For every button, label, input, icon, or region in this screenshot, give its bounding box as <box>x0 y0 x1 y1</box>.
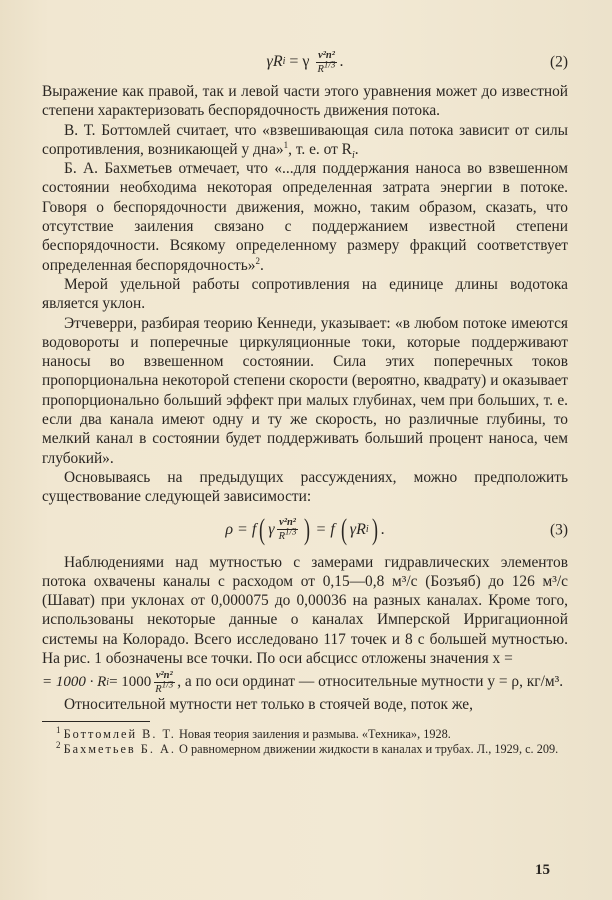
x-formula-numerator: v²n² <box>155 670 173 682</box>
formula-3-tail: . <box>380 520 385 538</box>
formula-3-fraction <box>277 517 299 542</box>
footnote-divider <box>42 721 150 722</box>
formula-2-expression: γR i = γ $\frac{\text{v²n²}}{R^{1/3}}$ . <box>266 49 344 75</box>
footnotes <box>42 724 568 758</box>
footnote-2-mark: 2 <box>56 740 61 751</box>
formula-3-number: (3) <box>550 520 568 538</box>
paragraph-2-sub: i <box>351 149 355 161</box>
formula-3-mid: = f <box>315 520 335 538</box>
footnote-ref-1: 1 <box>283 139 289 150</box>
paragraph-2-text: В. Т. Боттомлей считает, что «взвешивающая сила потока зависит от силы сопротивления, возникающей у дна» <box>42 121 568 158</box>
x-formula-rest: , а по оси ординат — относительные мутности y = ρ, кг/м³. <box>177 673 564 691</box>
formula-3-close-paren-2: ) <box>371 512 378 546</box>
paragraph-3-text: Б. А. Бахметьев отмечает, что «...для поддержания наноса во взвешенном состоянии необходима некоторая определенная затрата энергии в потоке. Говоря о беспорядочности движения, можно, таким образом, сказать, что отсутствие заиления связано с поддержанием известной степени беспорядочности. Всякому определенному размеру фракций соответствует определенная беспорядочность» <box>42 160 568 274</box>
formula-3-numerator: v²n² <box>279 517 296 529</box>
formula-3-arg: γR <box>349 520 366 538</box>
footnote-2 <box>42 742 568 758</box>
paragraph-9: Относительной мутности нет только в стоячей воде, поток же, <box>64 696 473 714</box>
formula-2-lhs: γR <box>266 53 283 71</box>
x-formula-denominator: $R^{1/3}$ <box>155 679 174 696</box>
formula-3-close-paren: ) <box>303 512 310 546</box>
formula-2-denominator: $R^{1/3}$ <box>317 59 336 75</box>
footnote-1 <box>42 724 568 743</box>
paragraph-3 <box>42 159 568 275</box>
formula-2-eq: = γ <box>289 53 310 71</box>
formula-2 <box>42 42 568 82</box>
paragraph-2 <box>42 121 568 160</box>
formula-3-denominator: $R^{1/3}$ <box>278 526 297 543</box>
x-formula-expression: = 1000 · R i = 1000 $\frac{\text{v²n²}}{R^{1/3}}$ <box>42 670 174 696</box>
footnote-2-author: Бахметьев Б. А. <box>63 742 176 757</box>
formula-3-open-paren: ( <box>259 512 266 546</box>
paragraph-7: Наблюдениями над мутностью с замерами гидравлических элементов потока охвачены каналы с расходом от 0,15—0,8 м³/с (Бозъяб) до 126 м³/с (Шават) при уклонах от 0,000075 до 0,00036 на разных каналах. Кроме того, использованы некоторые данные о каналах Имперской Ирригационной системы на Колорадо. Всего исследовано 117 точек и 8 с большей мутностью. На рис. 1 обозначены все точки. По оси абсцисс отложены значения x = <box>42 553 568 668</box>
page-content <box>42 42 568 758</box>
footnote-2-text: О равномерном движении жидкости в каналах и трубах. Л., 1929, с. 209. <box>175 742 559 757</box>
paragraph-2-end: . <box>354 140 359 158</box>
paragraph-8-formula-line <box>42 670 568 695</box>
footnote-1-mark: 1 <box>56 724 61 735</box>
formula-2-number: (2) <box>550 53 568 71</box>
formula-2-numerator: v²n² <box>318 49 335 61</box>
formula-3-lhs: ρ = f <box>225 520 257 538</box>
x-formula-eq: = 1000 <box>109 674 152 691</box>
x-formula-start: = 1000 · R <box>42 674 107 691</box>
formula-2-tail: . <box>339 53 344 71</box>
formula-3-open-paren-2: ( <box>340 512 347 546</box>
paragraph-5: Этчеверри, разбирая теорию Кеннеди, указывает: «в любом потоке имеются водовороты и поперечные циркуляционные токи, которые поддерживают наносы во взвешенном состоянии. Сила этих поперечных токов пропорциональна некоторой степени скорости (вероятно, квадрату) и оказывает пропорционально больший эффект при малых глубинах, чем при больших, т. е. если два канала имеют одну и ту же скорость, но различные глубины, то мелкий канал в состоянии будет поддерживать больший процент наноса, чем глубокий». <box>42 314 568 467</box>
formula-3-expression: ρ = f ( γ $\frac{\text{v²n²}}{R^{1/3}}$ ) = f ( γR i ) . <box>225 512 385 546</box>
page-number: 15 <box>535 862 550 878</box>
paragraph-2-tail: , т. е. от R <box>288 140 352 158</box>
footnote-1-text: Новая теория заиления и размыва. «Техника», 1928. <box>175 726 451 741</box>
paragraph-4: Мерой удельной работы сопротивления на единице длины водотока является уклон. <box>42 275 568 313</box>
x-formula <box>42 670 177 695</box>
paragraph-6: Основываясь на предыдущих рассуждениях, можно предположить существование следующей зависимости: <box>42 468 568 506</box>
footnote-ref-2: 2 <box>255 255 260 266</box>
paragraph-3-end: . <box>260 256 264 274</box>
formula-2-fraction <box>316 50 338 75</box>
formula-3 <box>42 507 568 553</box>
footnote-1-author: Боттомлей В. Т. <box>63 726 176 741</box>
paragraph-1: Выражение как правой, так и левой части этого уравнения может до известной степени характеризовать беспорядочность движения потока. <box>42 83 568 120</box>
x-formula-fraction <box>153 670 175 695</box>
formula-3-gamma: γ <box>268 520 275 538</box>
